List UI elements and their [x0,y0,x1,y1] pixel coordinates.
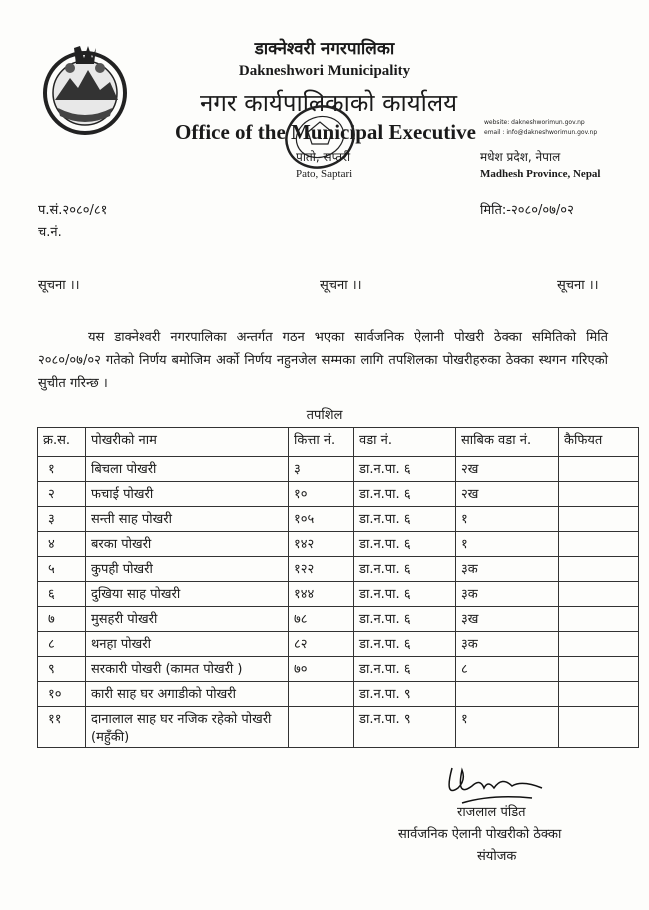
cell-plot-no: ७० [289,657,354,682]
cell-remarks [559,682,639,707]
cell-old-ward-no: १ [456,707,559,748]
cell-pond-name: सन्ती साह पोखरी [86,507,289,532]
table-row [38,532,639,557]
cell-plot-no [289,707,354,748]
table-row [38,632,639,657]
table-row [38,682,639,707]
province-english: Madhesh Province, Nepal [480,168,601,180]
cell-pond-name: फचाई पोखरी [86,482,289,507]
cell-pond-name: कुपही पोखरी [86,557,289,582]
cell-serial: ३ [38,507,86,532]
header-serial: क्र.स. [38,428,86,457]
dispatch-number: च.नं. [38,225,62,240]
cell-serial: ९ [38,657,86,682]
signatory-title: सार्वजनिक ऐलानी पोखरीको ठेक्का [398,827,562,842]
header-pond-name: पोखरीको नाम [86,428,289,457]
cell-pond-name: कारी साह घर अगाडीको पोखरी [86,682,289,707]
table-row [38,557,639,582]
cell-pond-name: बरका पोखरी [86,532,289,557]
cell-serial: १ [38,457,86,482]
cell-plot-no: १० [289,482,354,507]
cell-ward-no: डा.न.पा. ६ [354,607,456,632]
signatory-role: संयोजक [477,849,517,864]
cell-ward-no: डा.न.पा. ६ [354,507,456,532]
cell-pond-name: दानालाल साह घर नजिक रहेको पोखरी (महुँकी) [86,707,289,748]
municipality-name-nepali: डाक्नेश्वरी नगरपालिका [254,39,395,59]
cell-ward-no: डा.न.पा. ६ [354,457,456,482]
table-row [38,657,639,682]
cell-serial: ८ [38,632,86,657]
table-row [38,582,639,607]
table-row [38,482,639,507]
cell-plot-no: ७८ [289,607,354,632]
cell-plot-no [289,682,354,707]
table-row [38,507,639,532]
header-ward-no: वडा नं. [354,428,456,457]
cell-remarks [559,707,639,748]
cell-plot-no: १४४ [289,582,354,607]
cell-ward-no: डा.न.पा. ९ [354,682,456,707]
header-plot-no: कित्ता नं. [289,428,354,457]
cell-plot-no: १०५ [289,507,354,532]
notice-label-left: सूचना ।। [38,278,80,293]
address-nepali: पातो, सप्तरी [296,150,351,164]
province-nepali: मधेश प्रदेश, नेपाल [480,150,561,164]
header-old-ward-no: साबिक वडा नं. [456,428,559,457]
pond-list-table [37,427,639,748]
signatory-name: राजलाल पंडित [457,805,526,820]
cell-serial: १० [38,682,86,707]
cell-remarks [559,532,639,557]
cell-old-ward-no: ३क [456,632,559,657]
table-row [38,457,639,482]
letter-date: मिति:-२०८०/०७/०२ [480,203,574,218]
cell-serial: ७ [38,607,86,632]
cell-old-ward-no [456,682,559,707]
cell-remarks [559,507,639,532]
email-text: email : info@dakneshworimun.gov.np [484,129,598,136]
header-remarks: कैफियत [559,428,639,457]
cell-remarks [559,582,639,607]
notice-label-center: सूचना ।। [320,278,362,293]
notice-body-paragraph: यस डाक्नेश्वरी नगरपालिका अन्तर्गत गठन भएका सार्वजनिक ऐलानी पोखरी ठेक्का समितिको मिति २०८०/०७/०२ गतेको निर्णय बमोजिम अर्को निर्णय नहुनजेल सम्मका लागि तपशिलका पोखरीहरुका ठेक्का स्थगन गरिएको सुचीत गरिन्छ । [38,330,608,391]
cell-ward-no: डा.न.पा. ६ [354,532,456,557]
table-row [38,607,639,632]
cell-old-ward-no: ८ [456,657,559,682]
cell-ward-no: डा.न.पा. ६ [354,632,456,657]
cell-serial: २ [38,482,86,507]
cell-old-ward-no: १ [456,532,559,557]
cell-serial: ११ [38,707,86,748]
reference-number: प.सं.२०८०/८१ [38,203,108,218]
cell-plot-no: १४२ [289,532,354,557]
table-header-row [38,428,639,457]
cell-remarks [559,632,639,657]
notice-label-right: सूचना ।। [557,278,599,293]
cell-remarks [559,607,639,632]
office-name-nepali: नगर कार्यपालिकाको कार्यालय [200,89,458,117]
cell-old-ward-no: ३क [456,557,559,582]
cell-old-ward-no: ३क [456,582,559,607]
cell-plot-no: १२२ [289,557,354,582]
cell-serial: ५ [38,557,86,582]
cell-old-ward-no: १ [456,507,559,532]
table-row [38,707,639,748]
cell-pond-name: दुखिया साह पोखरी [86,582,289,607]
website-text: website: dakneshworimun.gov.np [484,119,585,126]
cell-remarks [559,657,639,682]
cell-old-ward-no: २ख [456,482,559,507]
office-name-english: Office of the Municipal Executive [175,120,476,144]
cell-plot-no: ३ [289,457,354,482]
cell-old-ward-no: ३ख [456,607,559,632]
cell-pond-name: थनहा पोखरी [86,632,289,657]
cell-pond-name: सरकारी पोखरी (कामत पोखरी ) [86,657,289,682]
cell-pond-name: मुसहरी पोखरी [86,607,289,632]
cell-ward-no: डा.न.पा. ६ [354,557,456,582]
cell-ward-no: डा.न.पा. ६ [354,482,456,507]
address-english: Pato, Saptari [296,168,353,180]
cell-plot-no: ८२ [289,632,354,657]
cell-ward-no: डा.न.पा. ६ [354,582,456,607]
cell-ward-no: डा.न.पा. ९ [354,707,456,748]
cell-serial: ६ [38,582,86,607]
cell-ward-no: डा.न.पा. ६ [354,657,456,682]
table-caption: तपशिल [306,408,343,423]
cell-serial: ४ [38,532,86,557]
cell-remarks [559,557,639,582]
cell-remarks [559,457,639,482]
cell-pond-name: बिचला पोखरी [86,457,289,482]
cell-remarks [559,482,639,507]
municipality-name-english: Dakneshwori Municipality [238,63,411,79]
contact-info [484,118,597,138]
cell-old-ward-no: २ख [456,457,559,482]
